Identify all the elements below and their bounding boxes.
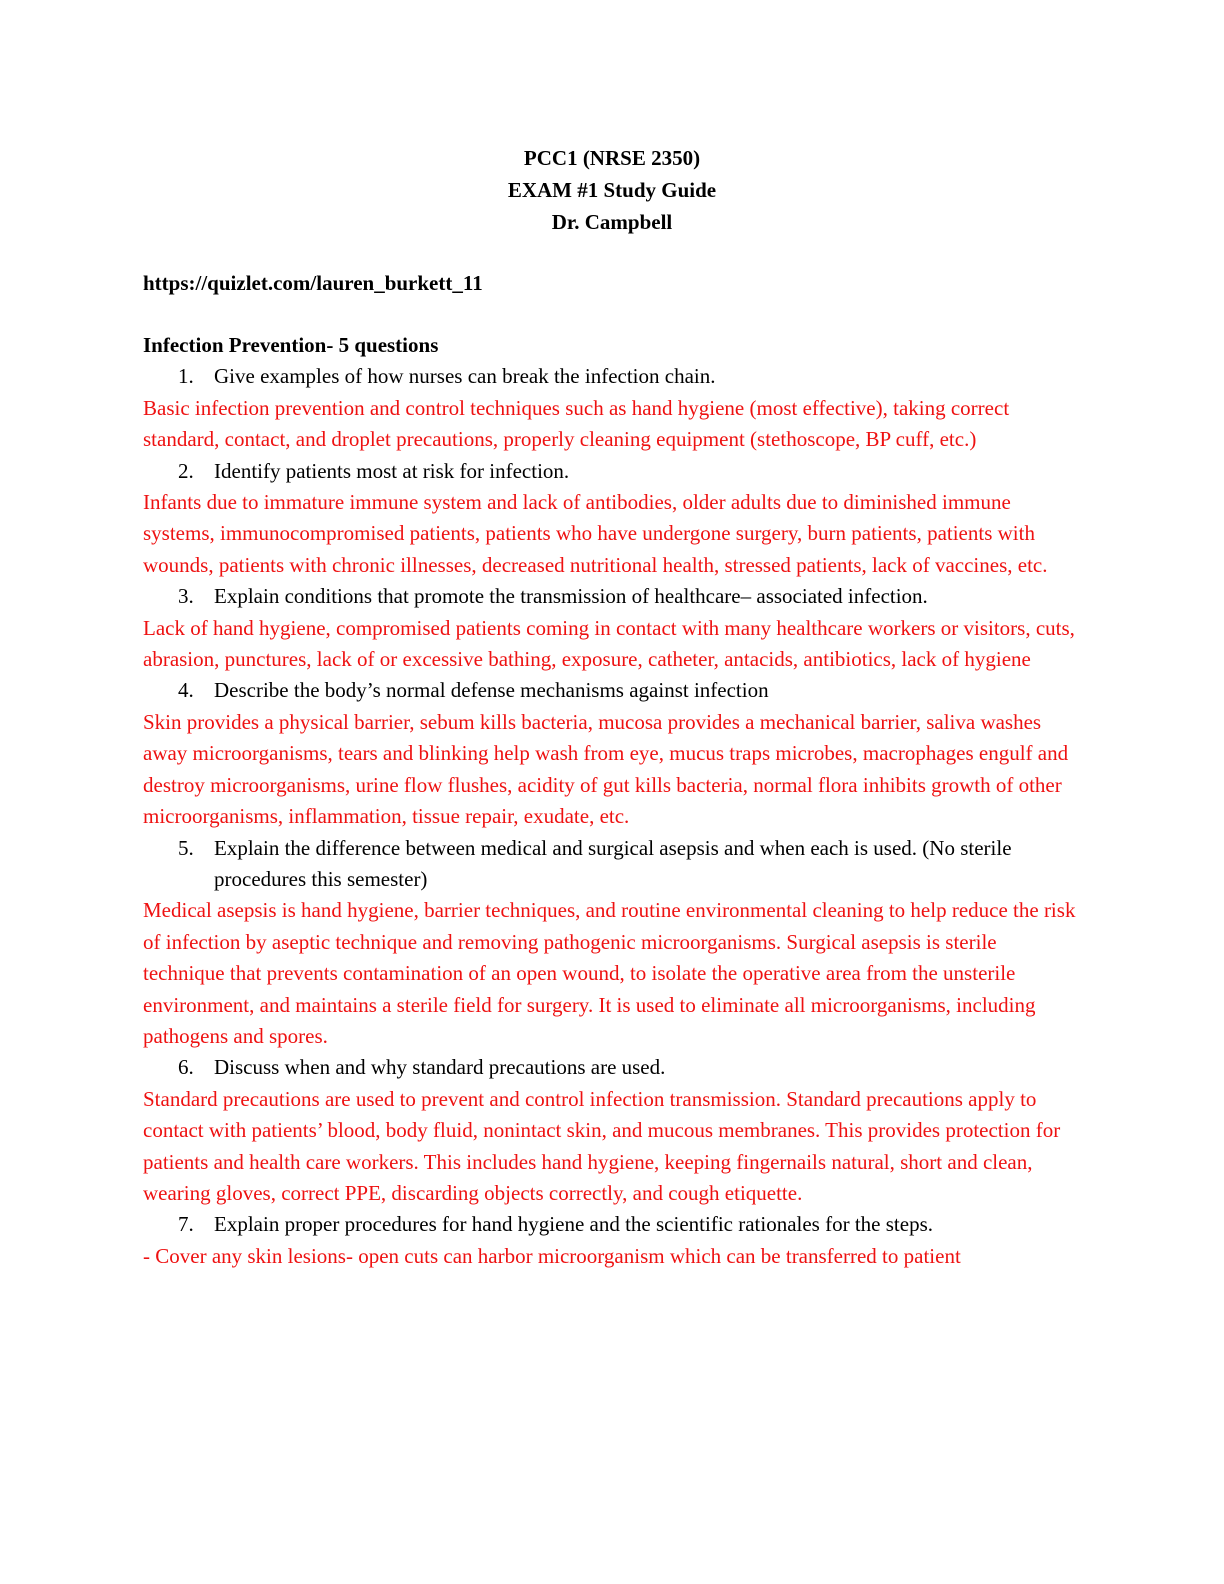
quizlet-link[interactable]: https://quizlet.com/lauren_burkett_11 (143, 271, 483, 295)
question-text: Discuss when and why standard precautions are used. (214, 1055, 666, 1080)
question-text: Give examples of how nurses can break the infection chain. (214, 364, 716, 389)
question-item (143, 1052, 1078, 1083)
question-item (143, 361, 1078, 392)
question-number: 6. (178, 1055, 194, 1080)
answer-text: Lack of hand hygiene, compromised patients coming in contact with many healthcare workers or visitors, cuts, abrasion, punctures, lack of or excessive bathing, exposure, catheter, antacids, antibiotics, lack of hygiene (143, 615, 1075, 672)
question-text: Describe the body’s normal defense mechanisms against infection (214, 678, 769, 703)
exam-title: EXAM #1 Study Guide (507, 178, 717, 202)
question-number: 7. (178, 1212, 194, 1237)
instructor-name: Dr. Campbell (551, 210, 673, 234)
question-number: 2. (178, 458, 194, 483)
question-item (143, 581, 1078, 612)
answer-text: - Cover any skin lesions- open cuts can harbor microorganism which can be transferred to patient (143, 1243, 961, 1268)
question-number: 4. (178, 678, 194, 703)
question-item (143, 1209, 1078, 1240)
question-text: Explain the difference between medical and surgical asepsis and when each is used. (No sterile procedures this semester) (214, 835, 1012, 891)
question-item (143, 456, 1078, 487)
question-number: 5. (178, 835, 194, 860)
question-item (143, 675, 1078, 706)
answer-text: Standard precautions are used to prevent and control infection transmission. Standard precautions apply to contact with patients’ blood, body fluid, nonintact skin, and mucous membranes. This provides protection for patients and health care workers. This includes hand hygiene, keeping fingernails natural, short and clean, wearing gloves, correct PPE, discarding objects correctly, and cough etiquette. (143, 1086, 1061, 1205)
question-text: Explain proper procedures for hand hygiene and the scientific rationales for the steps. (214, 1212, 933, 1237)
study-guide-content (143, 330, 1078, 1272)
question-number: 1. (178, 364, 194, 389)
answer-text: Skin provides a physical barrier, sebum kills bacteria, mucosa provides a mechanical barrier, saliva washes away microorganisms, tears and blinking help wash from eye, mucus traps microbes, macrophages engulf and destroy microorganisms, urine flow flushes, acidity of gut kills bacteria, normal flora inhibits growth of other microorganisms, inflammation, tissue repair, exudate, etc. (143, 709, 1069, 829)
document-header (0, 142, 1224, 238)
answer-text: Medical asepsis is hand hygiene, barrier techniques, and routine environmental cleaning to help reduce the risk of infection by aseptic technique and removing pathogenic microorganisms. Surgical asepsis is sterile technique that prevents contamination of an open wound, to isolate the operative area from the unsterile environment, and maintains a sterile field for surgery. It is used to eliminate all microorganisms, including pathogens and spores. (143, 898, 1076, 1048)
question-text: Identify patients most at risk for infection. (214, 458, 570, 483)
section-title: Infection Prevention- 5 questions (143, 333, 439, 357)
answer-text: Basic infection prevention and control techniques such as hand hygiene (most effective), taking correct standard, contact, and droplet precautions, properly cleaning equipment (stethoscope, BP cuff, etc.) (143, 395, 1010, 452)
question-item (143, 833, 1078, 896)
answer-text: Infants due to immature immune system and lack of antibodies, older adults due to diminished immune systems, immunocompromised patients, patients who have undergone surgery, burn patients, patients with wounds, patients with chronic illnesses, decreased nutritional health, stressed patients, lack of vaccines, etc. (143, 490, 1048, 577)
course-title: PCC1 (NRSE 2350) (523, 146, 701, 170)
question-number: 3. (178, 584, 194, 609)
question-text: Explain conditions that promote the transmission of healthcare– associated infection. (214, 584, 928, 609)
